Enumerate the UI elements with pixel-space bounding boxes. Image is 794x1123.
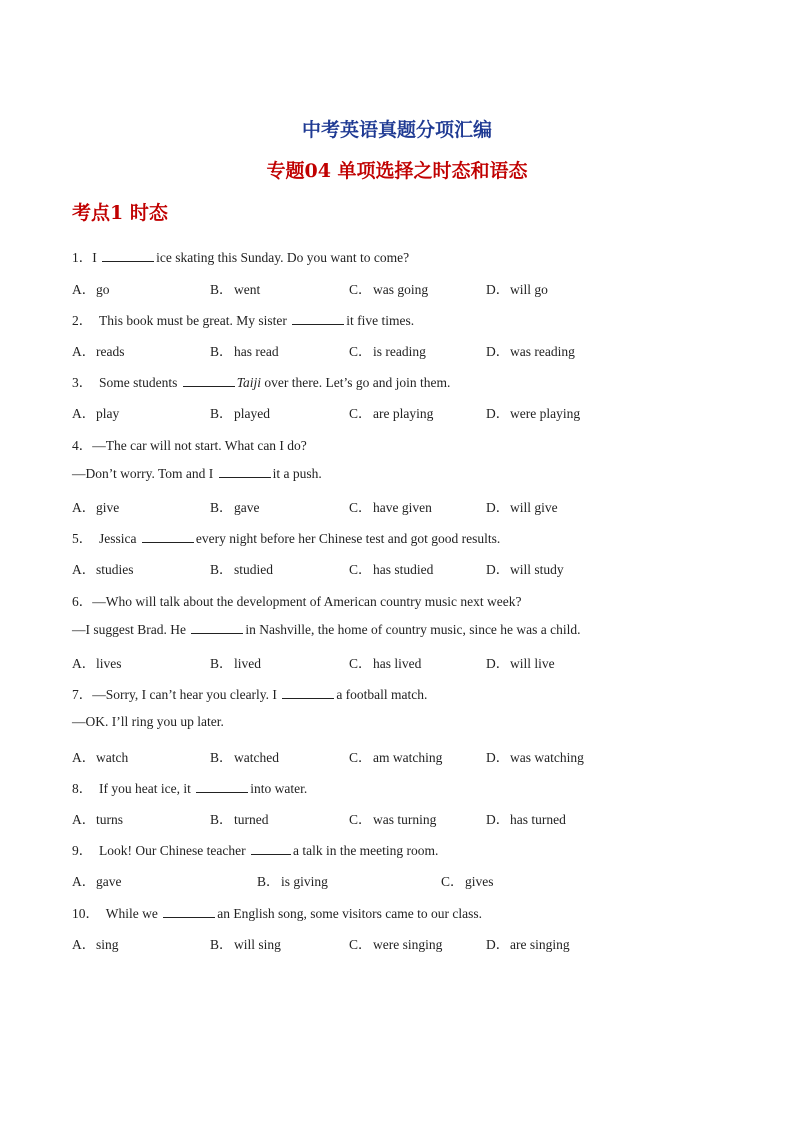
option-c: C．is reading xyxy=(349,344,426,359)
option-c: C．was turning xyxy=(349,812,437,827)
question-4: 4．—The car will not start. What can I do? xyxy=(72,438,307,453)
option-d: D．was reading xyxy=(486,344,575,359)
question-7-reply: —OK. I’ll ring you up later. xyxy=(72,714,224,729)
option-b: B．turned xyxy=(210,812,269,827)
question-4-reply: —Don’t worry. Tom and I it a push. xyxy=(72,466,322,481)
option-d: D．will give xyxy=(486,500,558,515)
option-d: D．will study xyxy=(486,562,564,577)
question-8: 8． If you heat ice, it into water. xyxy=(72,781,308,796)
option-c: C．are playing xyxy=(349,406,434,421)
answer-blank xyxy=(196,780,248,793)
option-c: C．was going xyxy=(349,282,429,297)
question-5: 5． Jessica every night before her Chinese test and got good results. xyxy=(72,531,501,546)
answer-blank xyxy=(142,530,194,543)
answer-blank xyxy=(292,312,344,325)
option-a: A．lives xyxy=(72,656,122,671)
option-a: A．give xyxy=(72,500,120,515)
option-c: C．were singing xyxy=(349,937,443,952)
option-d: D．are singing xyxy=(486,937,570,952)
answer-blank xyxy=(102,249,154,262)
answer-blank xyxy=(191,621,243,634)
section-heading: 考点1 时态 xyxy=(72,202,168,224)
question-9: 9． Look! Our Chinese teacher a talk in the meeting room. xyxy=(72,843,439,858)
question-7: 7．—Sorry, I can’t hear you clearly. I a football match. xyxy=(72,687,428,702)
option-a: A．gave xyxy=(72,874,122,889)
document-title: 中考英语真题分项汇编 xyxy=(301,119,492,141)
option-d: D．will go xyxy=(486,282,548,297)
answer-blank xyxy=(251,842,291,855)
question-2: 2． This book must be great. My sister it five times. xyxy=(72,313,415,328)
option-a: A．reads xyxy=(72,344,125,359)
option-a: A．studies xyxy=(72,562,134,577)
option-c: C．am watching xyxy=(349,750,443,765)
option-b: B．watched xyxy=(210,750,279,765)
question-10: 10． While we an English song, some visitors came to our class. xyxy=(72,906,482,921)
option-b: B．will sing xyxy=(210,937,281,952)
option-b: B．studied xyxy=(210,562,273,577)
question-6: 6．—Who will talk about the development of American country music next week? xyxy=(72,594,522,609)
option-d: D．was watching xyxy=(486,750,584,765)
answer-blank xyxy=(282,686,334,699)
option-c: C．has studied xyxy=(349,562,434,577)
option-b: B．has read xyxy=(210,344,279,359)
option-b: B．lived xyxy=(210,656,261,671)
answer-blank xyxy=(219,465,271,478)
option-a: A．sing xyxy=(72,937,119,952)
option-b: B．is giving xyxy=(257,874,328,889)
option-c: C．gives xyxy=(441,874,494,889)
option-c: C．has lived xyxy=(349,656,422,671)
question-3: 3． Some students Taiji over there. Let’s go and join them. xyxy=(72,375,451,390)
option-d: D．will live xyxy=(486,656,555,671)
option-a: A．go xyxy=(72,282,110,297)
option-d: D．were playing xyxy=(486,406,581,421)
option-d: D．has turned xyxy=(486,812,566,827)
option-b: B．gave xyxy=(210,500,260,515)
option-a: A．turns xyxy=(72,812,123,827)
question-1: 1．I ice skating this Sunday. Do you want to come? xyxy=(72,250,410,265)
answer-blank xyxy=(163,905,215,918)
document-subtitle: 专题04 单项选择之时态和语态 xyxy=(266,160,528,182)
option-a: A．play xyxy=(72,406,120,421)
answer-blank xyxy=(183,374,235,387)
option-b: B．played xyxy=(210,406,270,421)
option-b: B．went xyxy=(210,282,261,297)
option-c: C．have given xyxy=(349,500,432,515)
question-6-reply: —I suggest Brad. He in Nashville, the home of country music, since he was a child. xyxy=(72,622,581,637)
option-a: A．watch xyxy=(72,750,129,765)
